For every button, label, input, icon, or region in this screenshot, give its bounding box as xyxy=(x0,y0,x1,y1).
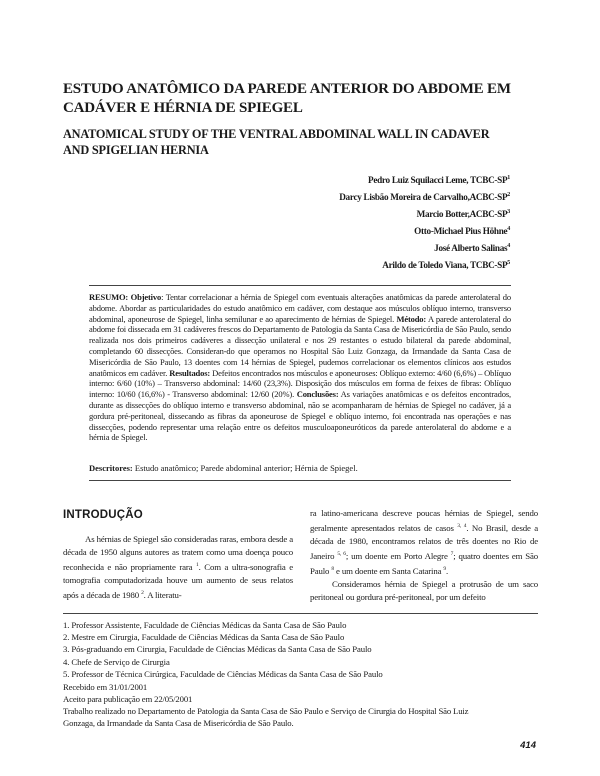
footnotes xyxy=(63,619,383,680)
received-line: Trabalho realizado no Departamento de Patologia da Santa Casa de São Paulo e Serviço de Cirurgia do Hospital São Luiz xyxy=(63,706,469,716)
author: Arildo de Toledo Viana, TCBC-$SP^5$ xyxy=(382,260,510,271)
author: Otto-Michael Pius Höhne$^4$ xyxy=(414,226,510,237)
footnote: 1. Professor Assistente, Faculdade de Ciências Médicas da Santa Casa de São Paulo xyxy=(63,620,347,630)
author: José Alberto Salinas$^4$ xyxy=(434,243,510,254)
author: Pedro Luiz Squilacci Leme, TCBC-$SP^1$ xyxy=(368,175,510,186)
article-title-en xyxy=(63,126,533,158)
abstract: RESUMO: Objetivo: Tentar correlacionar a hérnia de Spiegel com eventuais alterações anatômicas da parede anterolateral do abdome. Abordar as particularidades do estudo anatômico em cadáver, com destaque aos músculos oblíquo interno, transverso abdominal, aponeurose de Spiegel, linha semilunar e ao aparecimento de hérnias de Spiegel. Método: A parede anterolateral do abdome foi dissecada em 31 cadáveres frescos do Departamento de Patologia da Santa Casa de Misericórdia de São Paulo, sendo realizada nos dois primeiros cadáveres a dissecção unilateral e nos 29 restantes o estudo bilateral da parede abdominal, completando 60 dissecções. Consideran-do que operamos no Hospital São Luiz Gonzaga, da Irmandade da Santa Casa de Misericórdia de São Paulo, 13 doentes com 14 hérnias de Spiegel, pudemos correlacionar os elementos clínicos aos estudos anatômicos em cadáver. Resultados: Defeitos encontrados nos músculos e aponeuroses: Oblíquo externo: 4/60 (6,6%) – Oblíquo interno: 6/60 (10%) – Transverso abdominal: 14/60 (23,3%). Disposição dos músculos em forma de feixes de fibras: Oblíquo interno: 10/60 (16,6%) - Transverso abdominal: 12/60 (20%). Conclusões: As variações anatômicas e os defeitos encontrados, durante as dissecções do oblíquo interno e transverso abdominal, não se acompanharam de hérnias de Spiegel no cadáver, já a gordura pré-peritoneal, dissecando as fibras da aponeurose de Spiegel e oblíquo interno, foi encontrada nas operações e nas dissecções, podendo representar uma relação entre os defeitos musculoaponeuróticos da parede anterolateral do abdome e a hérnia de Spiegel. xyxy=(89,292,512,443)
title-line: ESTUDO ANATÔMICO DA PAREDE ANTERIOR DO ABDOME EM xyxy=(63,81,511,97)
footnote: 2. Mestre em Cirurgia, Faculdade de Ciências Médicas da Santa Casa de São Paulo xyxy=(63,632,345,643)
title-line: CADÁVER E HÉRNIA DE SPIEGEL xyxy=(63,100,303,116)
intro-column-right: ra latino-americana descreve poucas hérnias de Spiegel, sendo geralmente apresentados relatos de casos $^{3, 4}$. No Brasil, desde a década de 1980, encontramos relatos de três doentes no Rio de Janeiro $^{5, 6}$; um doente em Porto Alegre $^7$; quatro doentes em São Paulo $^8$ e um doente em Santa Catarina $^9$. Consideramos hérnia de Spiegel a protrusão de um saco peritoneal ou gordura pré-peritoneal, por um defeito xyxy=(310,508,538,602)
footnote: 4. Chefe de Serviço de Cirurgia xyxy=(63,656,170,667)
received-line: Recebido em 31/01/2001 xyxy=(63,682,148,692)
keywords: Descritores: Estudo anatômico; Parede abdominal anterior; Hérnia de Spiegel. xyxy=(89,463,358,473)
abstract-bottom-rule xyxy=(89,480,511,481)
footnote: 5. Professor de Técnica Cirúrgica, Faculdade de Ciências Médicas da Santa Casa de São Paulo xyxy=(63,668,383,679)
section-heading-introducao: INTRODUÇÃO xyxy=(63,509,143,521)
author: Marcio $Botter,ACBC-SP^3$ xyxy=(416,209,510,220)
received-line: Aceito para publicação em 22/05/2001 xyxy=(63,694,193,704)
author-list xyxy=(339,171,510,273)
footnote-rule xyxy=(63,613,538,614)
abstract-top-rule xyxy=(89,285,511,286)
received-line: Gonzaga, da Irmandade da Santa Casa de Misericórdia de São Paulo. xyxy=(63,718,294,728)
title-line: ANATOMICAL STUDY OF THE VENTRAL ABDOMINAL WALL IN CADAVER xyxy=(63,127,490,141)
received-info xyxy=(63,681,538,729)
author: Darcy Lisbão Moreira de $Carvalho,ACBC-SP^2$ xyxy=(339,192,510,203)
footnote: 3. Pós-graduando em Cirurgia, Faculdade de Ciências Médicas da Santa Casa de São Paulo xyxy=(63,644,372,655)
title-line: AND SPIGELIAN HERNIA xyxy=(63,143,209,157)
page-number: 414 xyxy=(520,740,536,751)
article-title-pt xyxy=(63,80,533,118)
intro-column-left: As hérnias de Spiegel são consideradas raras, embora desde a década de 1950 alguns autores as tratem como uma doença pouco reconhecida e não propriamente rara $^1$. Com a ultra-sonografia e tomografia computadorizada houve um aumento de seus relatos após a década de 1980 $^2$. A literatu- xyxy=(63,534,293,600)
